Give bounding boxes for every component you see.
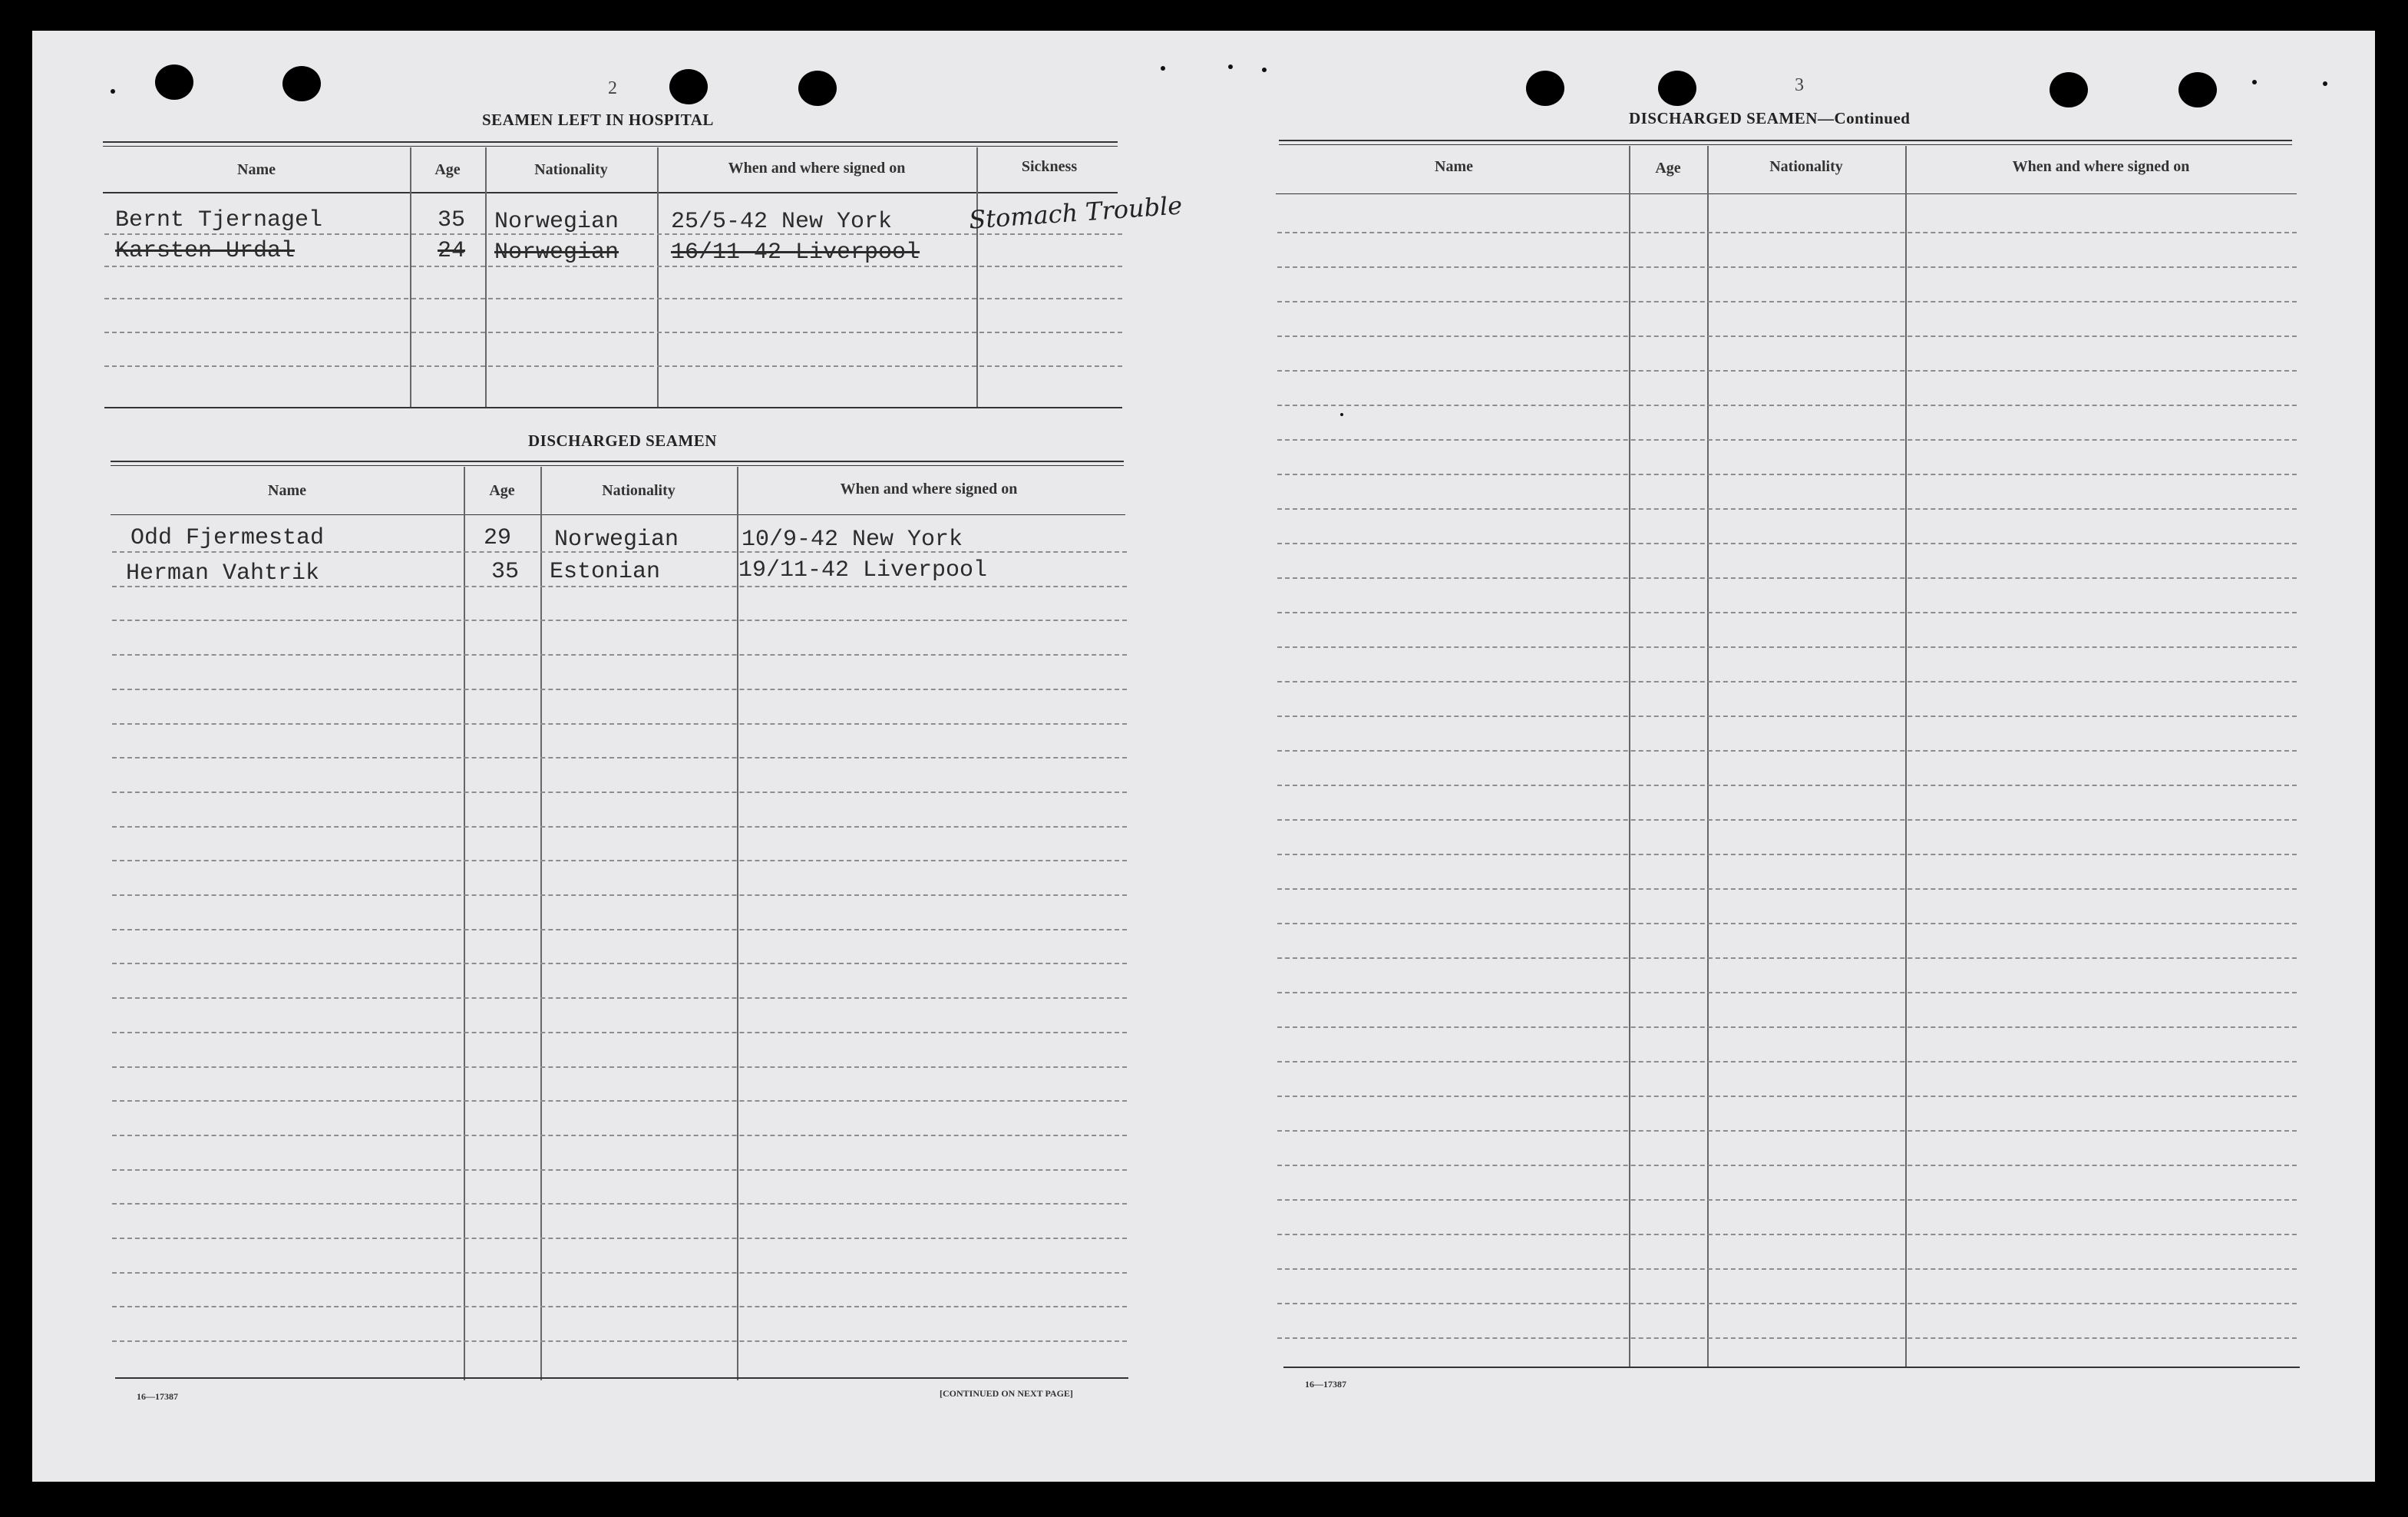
right-header-rule	[1276, 193, 2297, 194]
table-cell-signed-on: 16/11-42 Liverpool	[671, 240, 920, 266]
row-line	[112, 1032, 1127, 1033]
row-line	[112, 1238, 1127, 1239]
row-line	[1277, 923, 2297, 924]
row-line	[1277, 1026, 2297, 1028]
row-line	[1277, 1199, 2297, 1201]
hospital-section-title: SEAMEN LEFT IN HOSPITAL	[482, 111, 714, 129]
row-line	[104, 332, 1122, 333]
header-signed-on: When and where signed on	[728, 160, 906, 177]
column-divider	[976, 147, 978, 408]
discharged-continued-title	[1629, 109, 1910, 128]
row-line	[1277, 232, 2297, 233]
discharged-bottom-rule	[115, 1377, 1128, 1379]
table-cell-name: Karsten Urdal	[115, 238, 296, 264]
column-divider	[410, 147, 411, 408]
hospital-top-rule	[103, 141, 1118, 143]
row-line	[112, 1066, 1127, 1068]
discharged-header-rule	[111, 514, 1125, 515]
speck	[1262, 68, 1267, 72]
discharged-top-rule	[111, 465, 1124, 466]
table-cell-name: Bernt Tjernagel	[115, 207, 323, 233]
header-nationality: Nationality	[534, 161, 608, 178]
table-cell-name: Odd Fjermestad	[130, 525, 325, 551]
row-line	[104, 266, 1122, 267]
row-line	[1277, 474, 2297, 475]
row-line	[1277, 543, 2297, 544]
row-line	[1277, 716, 2297, 717]
row-line	[112, 723, 1127, 725]
row-line	[104, 365, 1122, 367]
row-line	[112, 997, 1127, 999]
column-divider	[1905, 146, 1907, 1367]
row-line	[112, 620, 1127, 621]
table-cell-age: 35	[438, 207, 466, 233]
discharged-top-rule	[111, 461, 1124, 462]
row-line	[1277, 646, 2297, 648]
row-line	[112, 1203, 1127, 1205]
column-divider	[540, 467, 542, 1380]
column-divider	[737, 467, 738, 1380]
punch-hole	[2050, 72, 2088, 107]
row-line	[1277, 888, 2297, 890]
speck	[1228, 64, 1233, 69]
header-signed-on: When and where signed on	[2012, 158, 2190, 175]
row-line	[112, 1169, 1127, 1171]
punch-hole	[1526, 71, 1564, 106]
right-bottom-rule	[1283, 1367, 2300, 1368]
page-number: 2	[608, 78, 617, 98]
handwritten-sickness: Stomach Trouble	[968, 190, 1184, 235]
continued-note: [CONTINUED ON NEXT PAGE]	[940, 1388, 1073, 1399]
hospital-top-rule	[103, 146, 1118, 147]
row-line	[1277, 957, 2297, 959]
row-line	[112, 826, 1127, 828]
column-divider	[1707, 146, 1709, 1367]
row-line	[1277, 750, 2297, 752]
row-line	[112, 1135, 1127, 1136]
punch-hole	[155, 64, 193, 100]
table-cell-nationality: Norwegian	[494, 240, 619, 266]
header-sickness: Sickness	[1021, 158, 1078, 175]
header-name: Name	[1435, 158, 1473, 175]
table-cell-signed-on: 25/5-42 New York	[671, 209, 893, 235]
header-nationality: Nationality	[1769, 158, 1843, 175]
table-cell-signed-on: 19/11-42 Liverpool	[738, 557, 988, 583]
table-cell-name: Herman Vahtrik	[126, 560, 320, 587]
row-line	[1277, 1130, 2297, 1132]
row-line	[1277, 577, 2297, 579]
row-line	[1277, 405, 2297, 406]
row-line	[1277, 1303, 2297, 1304]
right-top-rule	[1279, 144, 2292, 145]
speck	[1340, 413, 1343, 416]
row-line	[1277, 1061, 2297, 1063]
row-line	[1277, 266, 2297, 268]
punch-hole	[798, 71, 837, 106]
row-line	[112, 1100, 1127, 1102]
table-cell-age: 35	[491, 559, 520, 585]
speck	[2323, 81, 2327, 86]
header-age: Age	[489, 482, 515, 499]
row-line	[112, 894, 1127, 896]
page-number: 3	[1795, 75, 1804, 95]
punch-hole	[1658, 71, 1696, 106]
table-cell-nationality: Norwegian	[554, 527, 679, 553]
title-continued: —Continued	[1817, 109, 1911, 127]
column-divider	[464, 467, 465, 1380]
header-age: Age	[434, 161, 461, 178]
row-line	[112, 792, 1127, 793]
header-name: Name	[268, 482, 306, 499]
row-line	[112, 929, 1127, 930]
table-cell-age: 29	[484, 525, 512, 551]
header-name: Name	[237, 161, 276, 178]
row-line	[1277, 681, 2297, 682]
row-line	[112, 963, 1127, 964]
row-line	[1277, 508, 2297, 510]
column-divider	[1629, 146, 1630, 1367]
row-line	[112, 860, 1127, 861]
row-line	[112, 689, 1127, 690]
table-cell-nationality: Estonian	[550, 559, 661, 585]
speck	[111, 89, 115, 94]
row-line	[112, 654, 1127, 656]
table-cell-signed-on: 10/9-42 New York	[742, 527, 963, 553]
header-nationality: Nationality	[602, 482, 675, 499]
form-number: 16—17387	[137, 1391, 178, 1402]
hospital-bottom-rule	[104, 407, 1122, 408]
row-line	[112, 757, 1127, 758]
row-line	[1277, 301, 2297, 302]
row-line	[1277, 439, 2297, 441]
document-sheet	[32, 31, 2375, 1482]
row-line	[1277, 1337, 2297, 1339]
right-top-rule	[1279, 140, 2292, 141]
row-line	[1277, 1096, 2297, 1097]
column-divider	[657, 147, 659, 408]
row-line	[1277, 370, 2297, 372]
speck	[2252, 80, 2257, 84]
row-line	[112, 1272, 1127, 1274]
row-line	[1277, 612, 2297, 613]
punch-hole	[2178, 72, 2217, 107]
row-line	[1277, 1268, 2297, 1270]
form-number: 16—17387	[1305, 1379, 1346, 1390]
row-line	[1277, 819, 2297, 821]
speck	[1161, 66, 1165, 71]
row-line	[1277, 1165, 2297, 1166]
header-signed-on: When and where signed on	[840, 481, 1018, 497]
row-line	[1277, 785, 2297, 786]
punch-hole	[669, 69, 708, 104]
row-line	[112, 1306, 1127, 1307]
row-line	[1277, 854, 2297, 855]
hospital-header-rule	[103, 192, 1118, 193]
title-main: DISCHARGED SEAMEN	[1629, 109, 1818, 127]
column-divider	[485, 147, 487, 408]
header-age: Age	[1655, 160, 1681, 177]
table-cell-age: 24	[438, 238, 466, 264]
row-line	[1277, 1234, 2297, 1235]
row-line	[112, 1340, 1127, 1342]
table-cell-nationality: Norwegian	[494, 209, 619, 235]
discharged-section-title: DISCHARGED SEAMEN	[528, 431, 717, 450]
punch-hole	[282, 66, 321, 101]
row-line	[1277, 992, 2297, 993]
row-line	[1277, 335, 2297, 337]
row-line	[104, 298, 1122, 299]
